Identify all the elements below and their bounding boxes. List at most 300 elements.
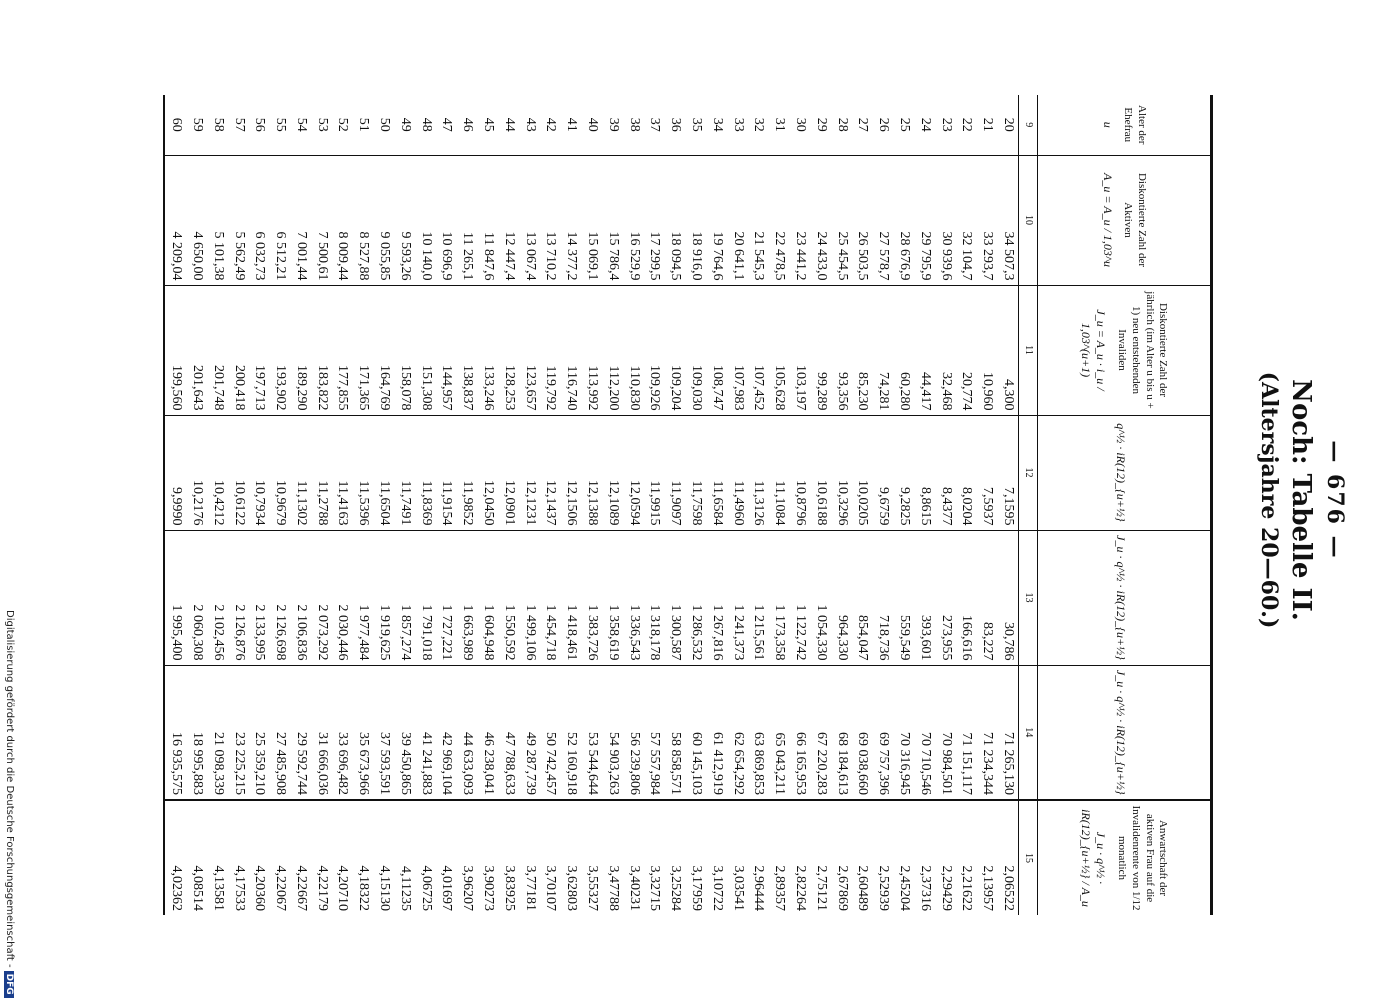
table-row [602,95,623,915]
table-cell: 166,616 [956,530,977,665]
table-cell: 18 916,0 [685,155,706,285]
table-cell: 10,7934 [249,415,270,530]
table-cell: 177,855 [332,285,353,415]
table-cell: 20 [997,95,1018,155]
table-cell: 29 [810,95,831,155]
table-cell: 9,2825 [893,415,914,530]
table-cell: 103,197 [789,285,810,415]
table-cell: 854,047 [852,530,873,665]
col-formula-13: J_u · q^½ · iR(12)_{u+½} [1114,535,1129,660]
table-cell: 10,8796 [789,415,810,530]
table-cell: 48 [415,95,436,155]
table-cell: 1 663,989 [456,530,477,665]
table-cell: 109,204 [664,285,685,415]
table-cell: 1 857,274 [394,530,415,665]
table-cell: 33 293,7 [976,155,997,285]
table-row [644,95,665,915]
table-cell: 4,01697 [439,865,455,911]
table-cell: 58 [207,95,228,155]
table-cell: 119,792 [540,285,561,415]
table-row [353,95,374,915]
table-cell: 85,230 [852,285,873,415]
table-cell: 8,8615 [914,415,935,530]
table-cell: 21 098,339 [207,665,228,800]
table-cell: 15 786,4 [602,155,623,285]
table-cell: 1 604,948 [477,530,498,665]
table-cell: 4,11235 [397,866,413,911]
table-row [976,95,997,915]
table-cell: 7 001,44 [290,155,311,285]
table-cell: 54 [290,95,311,155]
table-cell: 2,67869 [834,865,850,911]
table-cell: 49 287,739 [519,665,540,800]
table-cell: 10,9679 [269,415,290,530]
table-row [893,95,914,915]
table-cell: 1 173,358 [768,530,789,665]
table-cell: 393,601 [914,530,935,665]
table-cell: 11,7598 [685,415,706,530]
table-cell: 47 788,633 [498,665,519,800]
table-cell: 25 [893,95,914,155]
col-header-new-invalids [1038,285,1212,415]
table-cell: 11,6504 [373,415,394,530]
table-cell: 41 [560,95,581,155]
table-cell: 11,3126 [748,415,769,530]
table-cell: 4,18322 [356,865,372,911]
table-cell: 151,308 [415,285,436,415]
table-cell: 71 234,344 [976,665,997,800]
table-cell: 158,078 [394,285,415,415]
table-cell: 133,246 [477,285,498,415]
table-cell: 99,289 [810,285,831,415]
table-cell: 14 377,2 [560,155,581,285]
table-row [831,95,852,915]
table-cell: 37 593,591 [373,665,394,800]
table-cell: 2,96444 [751,865,767,911]
table-cell: 47 [436,95,457,155]
table-cell: 36 [664,95,685,155]
table-cell: 11 265,1 [456,155,477,285]
table-cell: 4 650,00 [186,155,207,285]
table-row [498,95,519,915]
table-cell: 4,02362 [164,800,186,915]
data-table [163,95,1213,915]
table-cell: 2,21622 [959,865,975,911]
table-cell: 32,468 [935,285,956,415]
table-cell: 171,365 [353,285,374,415]
table-cell: 33 696,482 [332,665,353,800]
table-cell: 189,290 [290,285,311,415]
table-cell: 11,6584 [706,415,727,530]
table-cell: 2 133,995 [249,530,270,665]
table-cell: 41 241,883 [415,665,436,800]
table-cell: 11,9097 [664,415,685,530]
table-cell: 3,83925 [501,865,517,911]
table-cell: 15 069,1 [581,155,602,285]
col-number: 12 [1019,415,1038,530]
table-row [311,95,332,915]
table-cell: 56 239,806 [623,665,644,800]
table-cell: 34 507,3 [997,155,1018,285]
table-cell: 50 [373,95,394,155]
table-cell: 2 126,698 [269,530,290,665]
table-cell: 1 454,718 [540,530,561,665]
table-cell: 60,280 [893,285,914,415]
table-cell: 4,17533 [231,865,247,911]
table-row [436,95,457,915]
table-cell: 12 447,4 [498,155,519,285]
table-cell: 559,549 [893,530,914,665]
table-cell: 13 710,2 [540,155,561,285]
table-cell: 12,1089 [602,415,623,530]
table-cell: 273,955 [935,530,956,665]
table-cell: 10,0205 [852,415,873,530]
table-cell: 200,418 [228,285,249,415]
table-cell: 1 550,592 [498,530,519,665]
table-cell: 16 935,575 [164,665,186,800]
table-row [228,95,249,915]
table-cell: 62 654,292 [727,665,748,800]
table-cell: 29 795,9 [914,155,935,285]
table-row [540,95,561,915]
table-cell: 21 545,3 [748,155,769,285]
table-cell: 11,4163 [332,415,353,530]
table-cell: 10,4212 [207,415,228,530]
table-cell: 66 165,953 [789,665,810,800]
table-cell: 1 727,221 [436,530,457,665]
table-cell: 8 527,88 [353,155,374,285]
col-label-11: Diskontierte Zahl der jährlich (im Alter u bis u + 1) neu entstehenden Invaliden [1116,291,1170,409]
table-row [706,95,727,915]
table-cell: 2,06522 [1001,865,1016,911]
table-cell: 49 [394,95,415,155]
table-cell: 9,6759 [872,415,893,530]
table-cell: 3,55327 [585,865,601,911]
table-cell: 68 184,613 [831,665,852,800]
table-cell: 4,06725 [418,865,434,911]
table-cell: 10,2176 [186,415,207,530]
col-formula-15: J_u · q^½ · iR(12)_{u+½} / A_u [1079,809,1109,907]
table-cell: 201,643 [186,285,207,415]
col-number: 15 [1019,800,1038,915]
table-cell: 26 503,5 [852,155,873,285]
table-cell: 4,08514 [189,865,205,911]
table-row [207,95,228,915]
col-formula-14: J_u · q^½ · iR(12)_{u+½} [1114,669,1129,795]
table-cell: 5 562,49 [228,155,249,285]
table-cell: 2,37316 [917,865,933,911]
table-cell: 116,740 [560,285,581,415]
table-cell: 60 145,103 [685,665,706,800]
table-cell: 20,774 [956,285,977,415]
table-cell: 12,0901 [498,415,519,530]
table-cell: 109,030 [685,285,706,415]
table-cell: 53 [311,95,332,155]
digitization-note: Digitalisierung gefördert durch die Deutsche Forschungsgemeinschaft - [4,610,15,968]
col-header-discounted-actives [1038,155,1212,285]
table-cell: 8,4377 [935,415,956,530]
col-header-expectancy [1038,800,1212,915]
table-row [164,95,186,915]
table-cell: 25 359,210 [249,665,270,800]
table-cell: 9 055,85 [373,155,394,285]
table-cell: 1 919,625 [373,530,394,665]
table-cell: 57 [228,95,249,155]
table-cell: 23 441,2 [789,155,810,285]
table-row [477,95,498,915]
table-cell: 55 [269,95,290,155]
table-cell: 69 757,396 [872,665,893,800]
table-cell: 1 122,742 [789,530,810,665]
table-cell: 93,356 [831,285,852,415]
table-cell: 2,60489 [855,865,871,911]
table-cell: 2,75121 [813,865,829,911]
table-cell: 17 299,5 [644,155,665,285]
table-cell: 128,253 [498,285,519,415]
table-cell: 718,736 [872,530,893,665]
table-cell: 44 [498,95,519,155]
table-cell: 52 [332,95,353,155]
table-row [394,95,415,915]
table-cell: 3,70107 [543,865,559,911]
table-cell: 5 101,38 [207,155,228,285]
table-cell: 2 060,308 [186,530,207,665]
table-cell: 1 418,461 [560,530,581,665]
table-row [332,95,353,915]
table-cell: 4,20360 [252,865,268,911]
table-cell: 11,5396 [353,415,374,530]
table-cell: 32 [748,95,769,155]
table-cell: 197,713 [249,285,270,415]
table-cell: 31 [768,95,789,155]
table-row [748,95,769,915]
col-header-12 [1038,415,1212,530]
table-cell: 24 433,0 [810,155,831,285]
col-formula-9: u [1100,121,1115,128]
table-cell: 1 791,018 [415,530,436,665]
table-row [852,95,873,915]
table-cell: 23 225,215 [228,665,249,800]
col-number: 10 [1019,155,1038,285]
table-cell: 2 102,456 [207,530,228,665]
table-cell: 45 [477,95,498,155]
table-cell: 12,1231 [519,415,540,530]
table-cell: 144,957 [436,285,457,415]
table-cell: 25 454,5 [831,155,852,285]
table-cell: 164,769 [373,285,394,415]
table-cell: 3,77181 [522,865,538,911]
table-row [768,95,789,915]
table-row [456,95,477,915]
table-cell: 1 267,816 [706,530,727,665]
table-cell: 35 673,966 [353,665,374,800]
table-cell: 28 [831,95,852,155]
table-cell: 193,902 [269,285,290,415]
table-cell: 113,992 [581,285,602,415]
table-cell: 4,300 [997,285,1018,415]
table-cell: 4,13581 [210,865,226,911]
table-cell: 30,786 [997,530,1018,665]
table-cell: 21 [976,95,997,155]
table-row [956,95,977,915]
table-cell: 199,560 [164,285,186,415]
table-cell: 43 [519,95,540,155]
table-cell: 11,9154 [436,415,457,530]
table-cell: 39 [602,95,623,155]
table-cell: 3,96207 [460,865,476,911]
table-row [914,95,935,915]
table-cell: 12,1506 [560,415,581,530]
table-cell: 70 316,945 [893,665,914,800]
table-cell: 1 977,484 [353,530,374,665]
table-cell: 74,281 [872,285,893,415]
table-cell: 1 215,561 [748,530,769,665]
table-cell: 27 485,908 [269,665,290,800]
table-row [810,95,831,915]
table-cell: 54 903,263 [602,665,623,800]
table-cell: 4 209,04 [164,155,186,285]
table-cell: 34 [706,95,727,155]
col-formula-11: J_u = A_u · i_u / 1,03^(u+1) [1079,309,1109,391]
table-cell: 2 106,836 [290,530,311,665]
table-cell: 11,9852 [456,415,477,530]
col-formula-12: q^½ · iR(12)_{u+½} [1114,423,1129,522]
table-cell: 11,1302 [290,415,311,530]
table-cell: 1 286,532 [685,530,706,665]
table-cell: 3,40231 [626,865,642,911]
table-cell: 123,657 [519,285,540,415]
table-cell: 67 220,283 [810,665,831,800]
table-cell: 29 592,744 [290,665,311,800]
table-cell: 37 [644,95,665,155]
table-cell: 1 995,400 [164,530,186,665]
table-row [186,95,207,915]
table-cell: 11,7491 [394,415,415,530]
table-cell: 2 126,876 [228,530,249,665]
table-cell: 3,17959 [689,865,705,911]
table-cell: 42 [540,95,561,155]
table-cell: 71 151,117 [956,665,977,800]
table-cell: 183,822 [311,285,332,415]
table-body [164,95,1018,915]
table-cell: 35 [685,95,706,155]
table-cell: 108,747 [706,285,727,415]
table-cell: 2,89357 [772,865,788,911]
page-number: — 676 — [1322,440,1348,560]
table-cell: 11 847,6 [477,155,498,285]
table-cell: 1 383,726 [581,530,602,665]
table-row [623,95,644,915]
table-cell: 10,960 [976,285,997,415]
table-cell: 2,29429 [938,865,954,911]
table-cell: 44,417 [914,285,935,415]
table-cell: 7,1595 [997,415,1018,530]
table-cell: 39 450,865 [394,665,415,800]
table-cell: 3,25284 [668,865,684,911]
table-cell: 70 984,501 [935,665,956,800]
table-subtitle: (Altersjahre 20—60.) [1256,371,1282,629]
page-header [1256,150,1348,850]
table-cell: 1 336,543 [623,530,644,665]
table-cell: 2,45204 [897,865,913,911]
table-cell: 30 [789,95,810,155]
table-cell: 112,200 [602,285,623,415]
table-cell: 107,983 [727,285,748,415]
table-cell: 110,830 [623,285,644,415]
table-cell: 3,03541 [730,865,746,911]
table-cell: 51 [353,95,374,155]
table-cell: 71 265,130 [997,665,1018,800]
table-cell: 11,2788 [311,415,332,530]
table-cell: 70 710,546 [914,665,935,800]
table-cell: 10 140,0 [415,155,436,285]
table-cell: 32 104,7 [956,155,977,285]
table-cell: 12,0594 [623,415,644,530]
table-cell: 7,5937 [976,415,997,530]
table-cell: 16 529,9 [623,155,644,285]
table-cell: 30 939,6 [935,155,956,285]
table-cell: 3,32715 [647,865,663,911]
table-cell: 22 [956,95,977,155]
table-row [935,95,956,915]
table-cell: 9,9990 [164,415,186,530]
table-cell: 63 869,853 [748,665,769,800]
table-row [581,95,602,915]
table-cell: 50 742,457 [540,665,561,800]
table-title: Noch: Tabelle II. [1286,379,1316,621]
table-row [727,95,748,915]
table-cell: 3,10722 [709,865,725,911]
table-cell: 27 578,7 [872,155,893,285]
table-cell: 11,8369 [415,415,436,530]
table-cell: 4,15130 [377,865,393,911]
table-cell: 138,837 [456,285,477,415]
table-cell: 1 300,587 [664,530,685,665]
table-cell: 40 [581,95,602,155]
table-row [290,95,311,915]
table-cell: 4,22667 [293,865,309,911]
table-cell: 33 [727,95,748,155]
table-row [519,95,540,915]
table-cell: 28 676,9 [893,155,914,285]
table-cell: 6 512,21 [269,155,290,285]
table-cell: 23 [935,95,956,155]
table-row [872,95,893,915]
table-cell: 12,0450 [477,415,498,530]
table-cell: 53 544,644 [581,665,602,800]
table-cell: 3,47788 [605,865,621,911]
table-row [249,95,270,915]
table-cell: 105,628 [768,285,789,415]
table-cell: 24 [914,95,935,155]
table-cell: 109,926 [644,285,665,415]
table-cell: 46 238,041 [477,665,498,800]
table-cell: 18 995,883 [186,665,207,800]
table-row [415,95,436,915]
table-cell: 1 054,330 [810,530,831,665]
col-number: 14 [1019,665,1038,800]
table-cell: 83,227 [976,530,997,665]
table-cell: 60 [164,95,186,155]
col-number: 11 [1019,285,1038,415]
table-cell: 12,1437 [540,415,561,530]
table-cell: 964,330 [831,530,852,665]
table-cell: 2 073,292 [311,530,332,665]
col-label-10: Diskontierte Zahl der Aktiven [1122,172,1149,268]
table-row [685,95,706,915]
col-label-9: Alter der Ehefrau [1122,105,1149,145]
table-cell: 2,82264 [793,865,809,911]
